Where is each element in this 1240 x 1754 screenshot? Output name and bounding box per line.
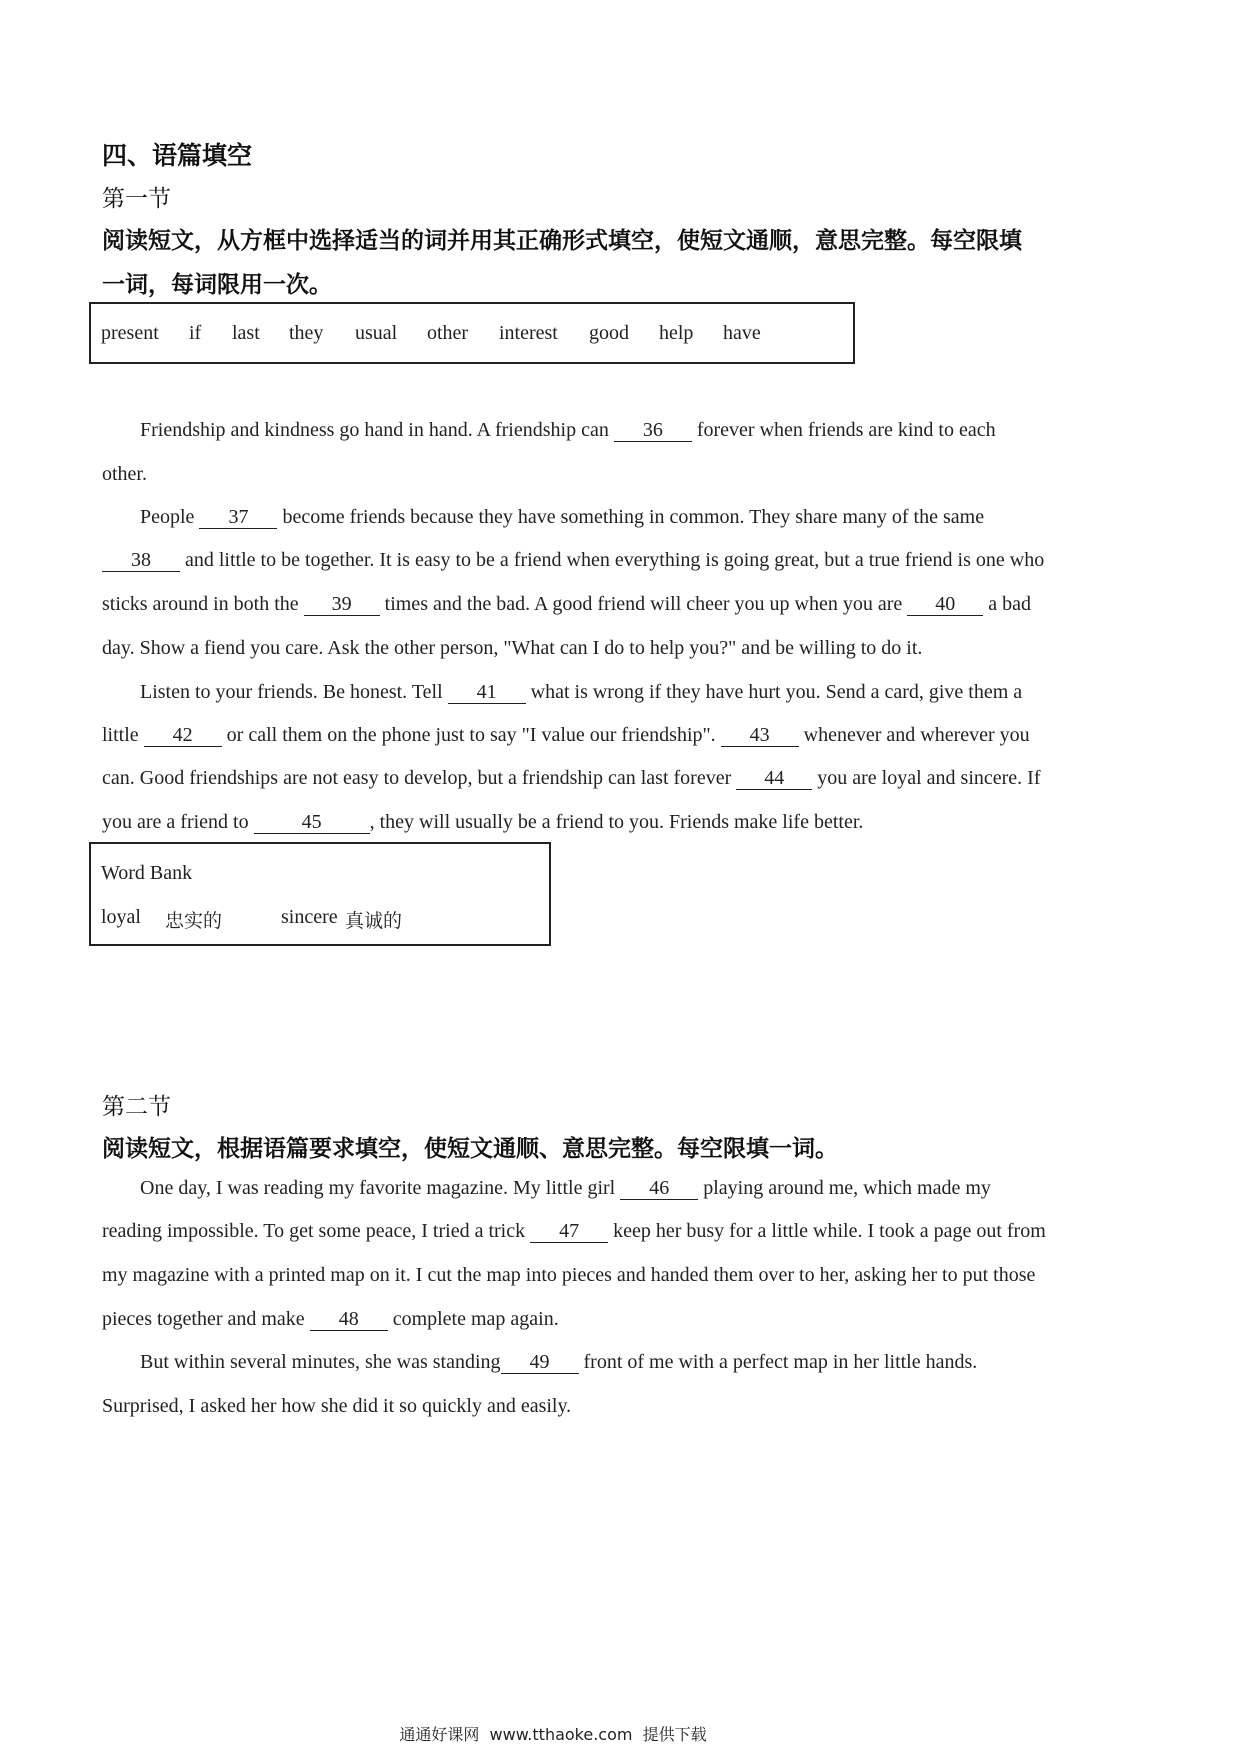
part2-label: 第二节	[102, 1094, 171, 1120]
page-footer: 通通好课网 www.tthaoke.com 提供下载	[399, 1725, 707, 1744]
blank-36[interactable]: 36	[614, 419, 692, 442]
passage1-line: People 37 become friends because they have something in common. They share many of the same	[140, 506, 985, 528]
blank-42[interactable]: 42	[144, 724, 222, 747]
passage2-line: But within several minutes, she was standing 49 front of me with a perfect map in her little hands.	[140, 1351, 978, 1373]
passage1-line: can. Good friendships are not easy to develop, but a friendship can last forever 44 you are loyal and sincere. If	[102, 767, 1041, 789]
passage2-line: my magazine with a printed map on it. I cut the map into pieces and handed them over to her, asking her to put those	[102, 1264, 1036, 1286]
blank-47[interactable]: 47	[530, 1220, 608, 1243]
passage1-line: sticks around in both the 39 times and the bad. A good friend will cheer you up when you are 40 a bad	[102, 593, 1032, 615]
word-option: present	[101, 322, 159, 344]
word-option: help	[659, 322, 694, 344]
word-option: other	[427, 322, 469, 344]
passage2-line: One day, I was reading my favorite magazine. My little girl 46 playing around me, which made my	[140, 1177, 991, 1199]
passage2-line: reading impossible. To get some peace, I tried a trick 47 keep her busy for a little while. I took a page out from	[102, 1220, 1046, 1242]
word-option: usual	[355, 322, 398, 344]
section-title: 四、语篇填空	[102, 141, 253, 170]
blank-43[interactable]: 43	[721, 724, 799, 747]
passage1-line: day. Show a fiend you care. Ask the other person, "What can I do to help you?" and be willing to do it.	[102, 637, 923, 659]
blank-49[interactable]: 49	[501, 1351, 579, 1374]
part1-instruction-line1: 阅读短文，从方框中选择适当的词并用其正确形式填空，使短文通顺，意思完整。每空限填	[102, 228, 1022, 254]
word-bank-box	[89, 842, 551, 946]
word-bank-title: Word Bank	[101, 862, 193, 884]
passage1-line: 38 and little to be together. It is easy to be a friend when everything is going great, but a true friend is one who	[102, 546, 1044, 574]
blank-41[interactable]: 41	[448, 681, 526, 704]
word-option: last	[232, 322, 260, 344]
word-bank-definition: 忠实的	[165, 910, 223, 932]
passage1-line: Friendship and kindness go hand in hand. A friendship can 36 forever when friends are kind to each	[140, 419, 996, 441]
word-option: good	[589, 322, 629, 344]
part2-instruction: 阅读短文，根据语篇要求填空，使短文通顺、意思完整。每空限填一词。	[102, 1136, 838, 1162]
passage1-line: other.	[102, 463, 147, 485]
blank-48[interactable]: 48	[310, 1308, 388, 1331]
word-bank-term: loyal	[101, 906, 141, 928]
passage1-line: you are a friend to 45 , they will usually be a friend to you. Friends make life better.	[102, 811, 864, 833]
word-bank-definition: 真诚的	[345, 910, 403, 932]
blank-38[interactable]: 38	[102, 549, 180, 572]
blank-45[interactable]: 45	[254, 811, 370, 834]
word-box	[89, 302, 855, 364]
blank-37[interactable]: 37	[199, 506, 277, 529]
passage1-line: little 42 or call them on the phone just to say "I value our friendship". 43 whenever and wherever you	[102, 724, 1030, 746]
word-option: interest	[499, 322, 558, 344]
part1-label: 第一节	[102, 186, 171, 212]
word-option: have	[723, 322, 761, 344]
passage2-line: pieces together and make 48 complete map again.	[102, 1308, 559, 1330]
word-option: they	[289, 322, 324, 344]
passage1-line: Listen to your friends. Be honest. Tell 41 what is wrong if they have hurt you. Send a card, give them a	[140, 681, 1023, 703]
blank-46[interactable]: 46	[620, 1177, 698, 1200]
passage2-line: Surprised, I asked her how she did it so quickly and easily.	[102, 1395, 572, 1417]
blank-39[interactable]: 39	[304, 593, 380, 616]
part1-instruction-line2: 一词，每词限用一次。	[102, 272, 332, 298]
word-option: if	[189, 322, 202, 344]
blank-40[interactable]: 40	[907, 593, 983, 616]
word-bank-term: sincere	[281, 906, 338, 928]
blank-44[interactable]: 44	[736, 767, 812, 790]
